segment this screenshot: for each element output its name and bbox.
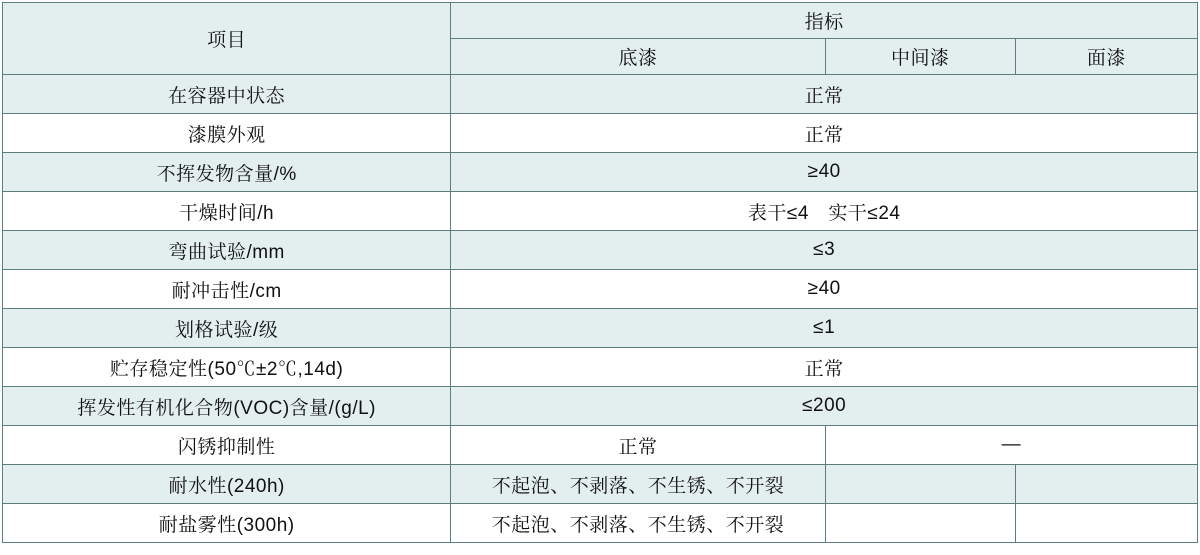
row-value-all: ≤1 (451, 309, 1198, 348)
row-item-label: 闪锈抑制性 (3, 426, 451, 465)
table-row (3, 231, 1198, 270)
row-value-all: 表干≤4 实干≤24 (451, 192, 1198, 231)
header-subcolumn-topcoat: 面漆 (1015, 39, 1197, 75)
header-item-label: 项目 (3, 3, 451, 75)
row-item-label: 耐冲击性/cm (3, 270, 451, 309)
row-item-label: 在容器中状态 (3, 75, 451, 114)
table-row (3, 270, 1198, 309)
row-value-rest: — (825, 426, 1197, 465)
row-value-all: ≤200 (451, 387, 1198, 426)
table-row (3, 504, 1198, 543)
specification-table (2, 2, 1198, 543)
row-value-intermediate (825, 465, 1015, 504)
header-subcolumn-primer: 底漆 (451, 39, 825, 75)
row-value-topcoat (1015, 465, 1197, 504)
row-item-label: 耐水性(240h) (3, 465, 451, 504)
row-item-label: 漆膜外观 (3, 114, 451, 153)
row-item-label: 划格试验/级 (3, 309, 451, 348)
table-row (3, 465, 1198, 504)
table-row (3, 192, 1198, 231)
table-row (3, 153, 1198, 192)
table-header-row-1 (3, 3, 1198, 39)
table-row (3, 75, 1198, 114)
table-row (3, 348, 1198, 387)
row-value-primer: 不起泡、不剥落、不生锈、不开裂 (451, 465, 825, 504)
row-item-label: 耐盐雾性(300h) (3, 504, 451, 543)
table-row (3, 309, 1198, 348)
table-row (3, 114, 1198, 153)
header-index-label: 指标 (451, 3, 1198, 39)
row-value-all: ≤3 (451, 231, 1198, 270)
row-value-all: 正常 (451, 348, 1198, 387)
table-row (3, 387, 1198, 426)
row-item-label: 挥发性有机化合物(VOC)含量/(g/L) (3, 387, 451, 426)
row-value-all: 正常 (451, 75, 1198, 114)
row-value-topcoat (1015, 504, 1197, 543)
row-value-all: ≥40 (451, 270, 1198, 309)
row-value-primer: 正常 (451, 426, 825, 465)
row-item-label: 不挥发物含量/% (3, 153, 451, 192)
header-subcolumn-intermediate: 中间漆 (825, 39, 1015, 75)
table-row (3, 426, 1198, 465)
row-item-label: 弯曲试验/mm (3, 231, 451, 270)
row-value-primer: 不起泡、不剥落、不生锈、不开裂 (451, 504, 825, 543)
row-item-label: 贮存稳定性(50℃±2℃,14d) (3, 348, 451, 387)
row-value-all: 正常 (451, 114, 1198, 153)
row-value-all: ≥40 (451, 153, 1198, 192)
row-item-label: 干燥时间/h (3, 192, 451, 231)
row-value-intermediate (825, 504, 1015, 543)
